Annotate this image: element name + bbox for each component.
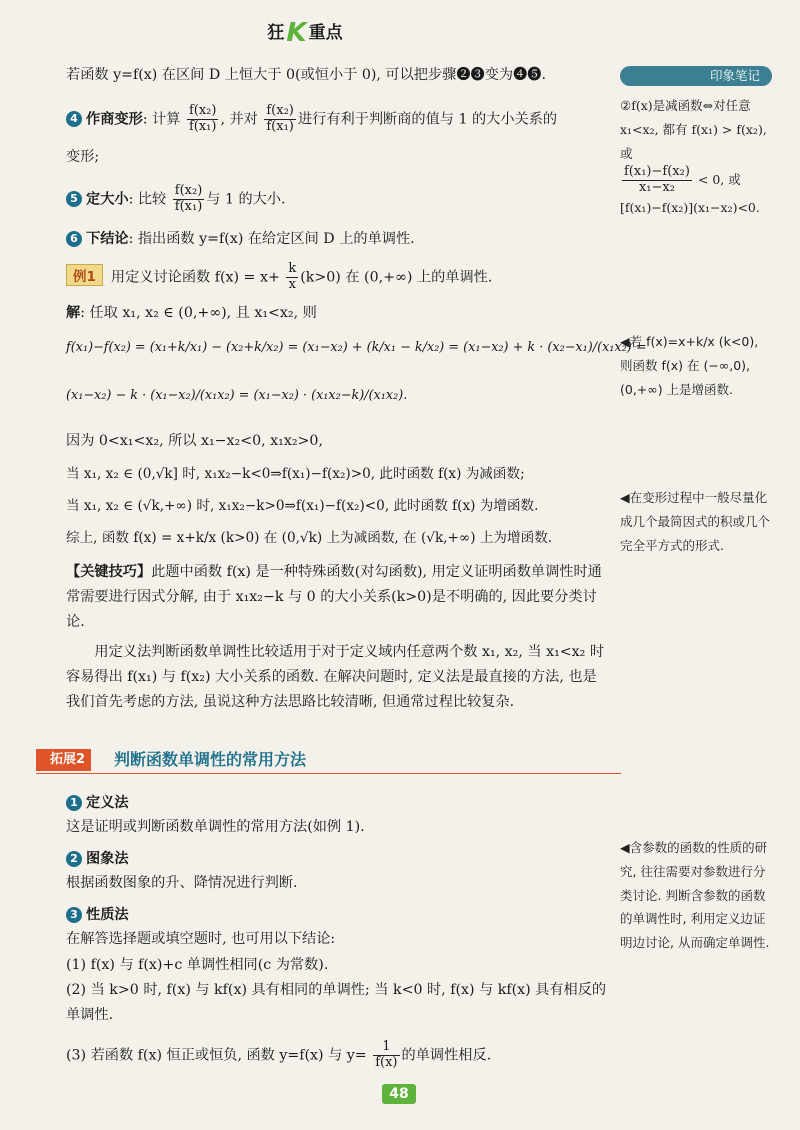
method-2-title: 2 图象法 bbox=[66, 848, 129, 868]
step-4-badge: 4 bbox=[66, 111, 82, 127]
method-1-text: 这是证明或判断函数单调性的常用方法(如例 1). bbox=[66, 819, 365, 835]
definition-paragraph: 用定义法判断函数单调性比较适用于对于定义域内任意两个数 x₁, x₂, 当 x₁<x₂ 时容易得出 f(x₁) 与 f(x₂) 大小关系的函数. 在解决问题时, 定义法是最直接的方法, 也是我们首先考虑的方法, 虽说这种方法思路比较清晰, 但通常过程比较复杂. bbox=[66, 644, 605, 710]
intro-line: 若函数 y=f(x) 在区间 D 上恒大于 0(或恒小于 0), 可以把步骤❷❸变为❹❺. bbox=[66, 67, 547, 83]
method-1-title: 1 定义法 bbox=[66, 792, 129, 812]
page-header: 狂K 重点 bbox=[267, 18, 343, 48]
method-3-title: 3 性质法 bbox=[66, 904, 129, 924]
step-6: 6 下结论: 指出函数 y=f(x) 在给定区间 D 上的单调性. bbox=[66, 228, 415, 248]
conclusion: 综上, 函数 f(x) = x+k/x (k>0) 在 (0,√k) 上为减函数, 在 (√k,+∞) 上为增函数. bbox=[66, 530, 553, 546]
step-4: 4 作商变形: 计算 $\frac{\text{f(x₂)}}{\text{f(x₁)}}$ , 并对 $\frac{\text{f(x₂)}}{\text{f(x₁)}}$ 进行有利于判断商的值与 1 的大小关系的 bbox=[66, 104, 557, 135]
solution-start: 解: 任取 x₁, x₂ ∈ (0,+∞), 且 x₁<x₂, 则 bbox=[66, 305, 317, 321]
section-bar bbox=[36, 749, 621, 771]
step-5: 5 定大小: 比较 $\frac{\text{f(x₂)}}{\text{f(x₁)}}$ 与 1 的大小. bbox=[66, 184, 286, 215]
equation-1: f(x₁)−f(x₂) = (x₁+k/x₁) − (x₂+k/x₂) = (x₁−x₂) + (k/x₁ − k/x₂) = (x₁−x₂) + k · (x₂−x₁)/(x₁x₂) = bbox=[66, 340, 647, 355]
side-note-2: ◀若 f(x)=x+k/x (k<0), 则函数 f(x) 在 (−∞,0), (0,+∞) 上是增函数. bbox=[620, 334, 759, 397]
method-2-text: 根据函数图象的升、降情况进行判断. bbox=[66, 875, 298, 891]
key-tip: 【关键技巧】此题中函数 f(x) 是一种特殊函数(对勾函数), 用定义证明函数单调性时通常需要进行因式分解, 由于 x₁x₂−k 与 0 的大小关系(k>0)是不明确的, 因此要分类讨论. bbox=[66, 564, 602, 630]
side-note-3: ◀在变形过程中一般尽量化成几个最简因式的积或几个完全平方式的形式. bbox=[620, 490, 771, 553]
section-title: 判断函数单调性的常用方法 bbox=[114, 750, 307, 769]
reason-3: 当 x₁, x₂ ∈ (√k,+∞) 时, x₁x₂−k>0⇒f(x₁)−f(x₂)<0, 此时函数 f(x) 为增函数. bbox=[66, 498, 539, 514]
example-1: 例1 用定义讨论函数 f(x) = x+ $\frac{k}{x}$ (k>0) 在 (0,+∞) 上的单调性. bbox=[66, 262, 492, 293]
reason-2: 当 x₁, x₂ ∈ (0,√k] 时, x₁x₂−k<0⇒f(x₁)−f(x₂)>0, 此时函数 f(x) 为减函数; bbox=[66, 466, 525, 482]
reason-1: 因为 0<x₁<x₂, 所以 x₁−x₂<0, x₁x₂>0, bbox=[66, 433, 323, 449]
page-number: 48 bbox=[382, 1084, 416, 1104]
section-tag: 拓展2 bbox=[36, 749, 91, 771]
side-note-1: ②f(x)是减函数⇔对任意 x₁<x₂, 都有 f(x₁) > f(x₂), 或 $\frac{\text{f(x₁)−f(x₂)}}{\text{x₁−x₂}}$ < 0, 或 [f(x₁)−f(x₂)](x₁−x₂)<0. bbox=[620, 98, 767, 216]
equation-2: (x₁−x₂) − k · (x₁−x₂)/(x₁x₂) = (x₁−x₂) · (x₁x₂−k)/(x₁x₂). bbox=[66, 388, 408, 403]
rule-3: (3) 若函数 f(x) 恒正或恒负, 函数 y=f(x) 与 y= $\frac{1}{f(x)}$ 的单调性相反. bbox=[66, 1039, 492, 1070]
example-tag: 例1 bbox=[66, 264, 103, 286]
side-note-4: ◀含参数的函数的性质的研究, 往往需要对参数进行分类讨论. 判断含参数的函数的单调性时, 利用定义边证明边讨论, 从而确定单调性. bbox=[620, 840, 770, 950]
step-4-cont: 变形; bbox=[66, 149, 100, 165]
rule-2: (2) 当 k>0 时, f(x) 与 kf(x) 具有相同的单调性; 当 k<0 时, f(x) 与 kf(x) 具有相反的单调性. bbox=[66, 982, 607, 1023]
method-3-text: 在解答选择题或填空题时, 也可用以下结论: bbox=[66, 931, 336, 947]
rule-1: (1) f(x) 与 f(x)+c 单调性相同(c 为常数). bbox=[66, 957, 329, 973]
notes-tag: 印象笔记 bbox=[620, 66, 772, 86]
